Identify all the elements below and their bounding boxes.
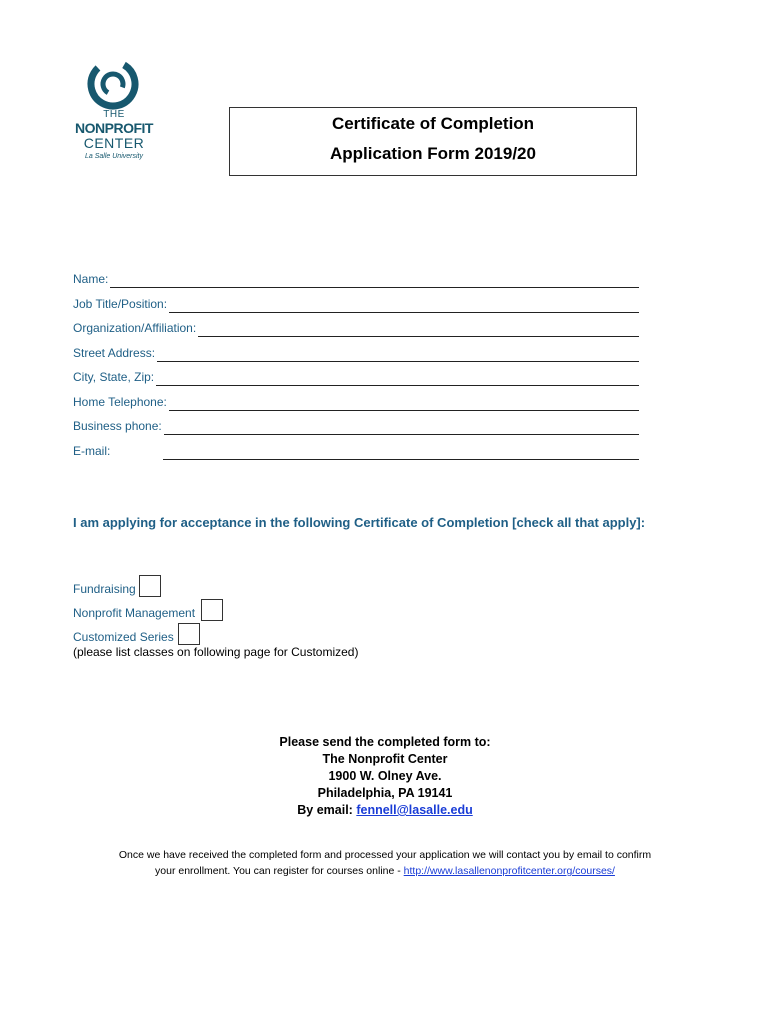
option-label: Customized Series <box>73 630 174 644</box>
field-label: Business phone: <box>73 419 162 433</box>
document-title: Certificate of Completion <box>331 114 535 133</box>
organization-input-line[interactable] <box>198 324 639 337</box>
certificate-selection-heading: I am applying for acceptance in the following Certificate of Completion [check all that apply]: <box>73 515 646 530</box>
nonprofit-center-logo <box>64 58 164 162</box>
email-input-line[interactable] <box>163 447 639 460</box>
field-label: Name: <box>73 272 109 286</box>
send-email-line <box>200 802 570 819</box>
field-label: E-mail: <box>73 444 111 458</box>
logo-text-center: CENTER <box>83 135 145 151</box>
fundraising-checkbox[interactable] <box>139 575 161 597</box>
city-state-zip-field[interactable] <box>73 366 639 386</box>
street-address-field[interactable] <box>73 342 639 362</box>
business-phone-input-line[interactable] <box>164 422 639 435</box>
name-input-line[interactable] <box>110 275 639 288</box>
field-label: Job Title/Position: <box>73 297 168 311</box>
option-label: Fundraising <box>73 582 136 596</box>
business-phone-field[interactable] <box>73 415 639 435</box>
field-label: Home Telephone: <box>73 395 167 409</box>
email-link[interactable]: fennell@lasalle.edu <box>356 803 473 817</box>
send-heading: Please send the completed form to: <box>279 735 491 749</box>
customized-note: (please list classes on following page for Customized) <box>73 645 359 659</box>
logo-swirl-icon <box>86 58 140 110</box>
courses-link[interactable]: http://www.lasallenonprofitcenter.org/courses/ <box>403 865 615 877</box>
field-label: Street Address: <box>73 346 156 360</box>
closing-note <box>60 847 710 879</box>
field-label: City, State, Zip: <box>73 370 155 384</box>
job-title-field[interactable] <box>73 293 639 313</box>
option-customized-series[interactable] <box>73 621 200 645</box>
document-subtitle: Application Form 2019/20 <box>330 144 536 163</box>
option-label: Nonprofit Management <box>73 606 196 620</box>
organization-field[interactable] <box>73 317 639 337</box>
mailing-instructions <box>200 734 570 819</box>
name-field[interactable] <box>73 268 639 288</box>
field-label: Organization/Affiliation: <box>73 321 197 335</box>
send-street: 1900 W. Olney Ave. <box>328 769 442 783</box>
send-email-prefix: By email: <box>297 803 357 817</box>
logo-text-university: La Salle University <box>85 153 143 160</box>
home-telephone-input-line[interactable] <box>169 398 639 411</box>
email-field[interactable] <box>73 440 639 460</box>
logo-text-nonprofit: NONPROFIT <box>75 120 153 136</box>
nonprofit-management-checkbox[interactable] <box>201 599 223 621</box>
option-nonprofit-management[interactable] <box>73 597 223 621</box>
home-telephone-field[interactable] <box>73 391 639 411</box>
option-fundraising[interactable] <box>73 573 161 597</box>
customized-series-checkbox[interactable] <box>178 623 200 645</box>
send-organization: The Nonprofit Center <box>322 752 448 766</box>
send-city: Philadelphia, PA 19141 <box>317 786 453 800</box>
title-box <box>229 107 637 176</box>
city-state-zip-input-line[interactable] <box>156 373 639 386</box>
job-title-input-line[interactable] <box>169 300 639 313</box>
street-address-input-line[interactable] <box>157 349 639 362</box>
closing-line-1: Once we have received the completed form and processed your application we will contact you by email to confirm <box>118 849 652 861</box>
closing-text: your enrollment. You can register for courses online - <box>155 865 404 877</box>
logo-text-the: THE <box>103 109 125 120</box>
closing-line-2 <box>60 863 710 879</box>
